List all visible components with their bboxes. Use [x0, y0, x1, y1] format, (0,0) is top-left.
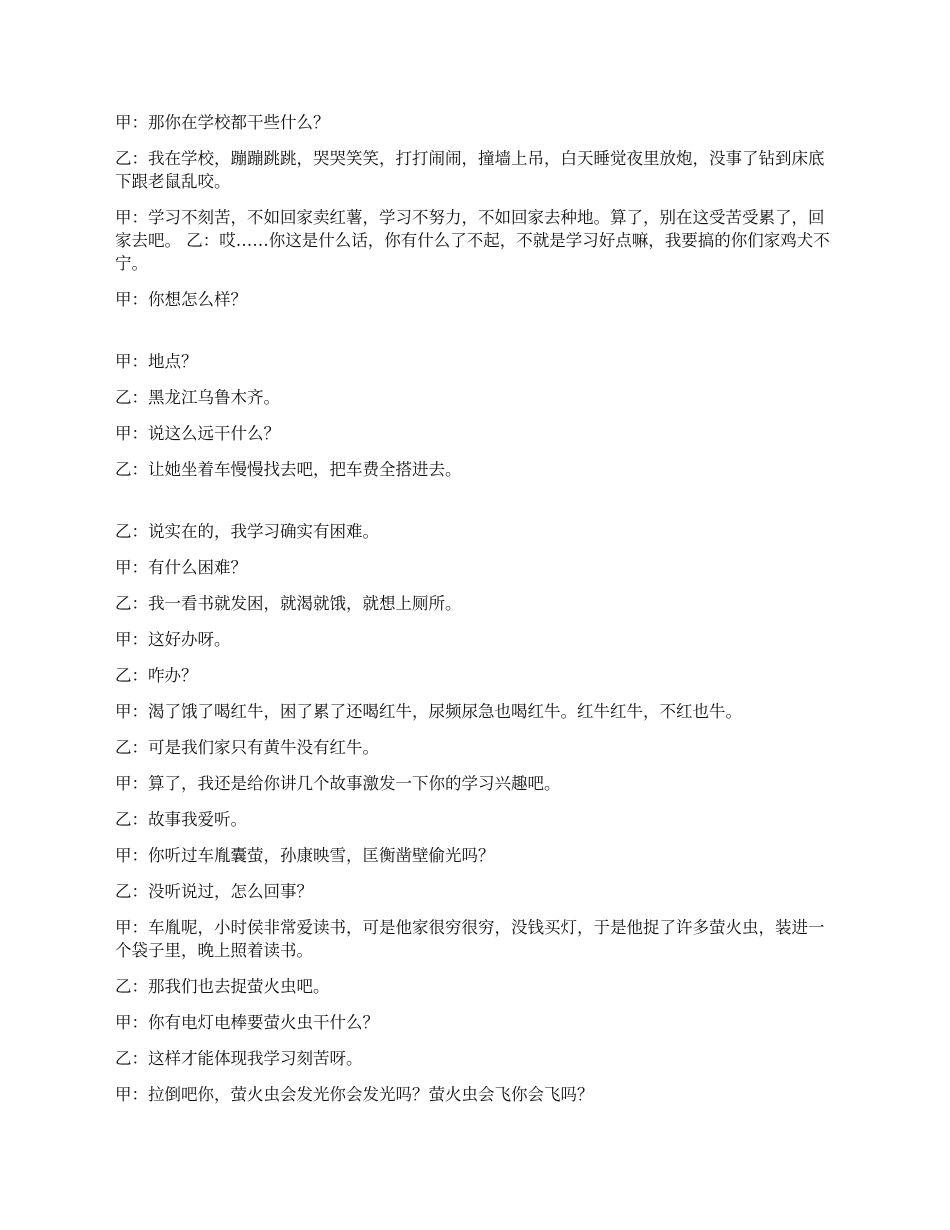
dialogue-line: 甲：你想怎么样？: [115, 290, 247, 309]
dialogue-line: 甲：说这么远干什么？: [115, 424, 280, 443]
dialogue-line: 甲：地点？: [115, 352, 198, 371]
blank-gap: [115, 494, 840, 520]
dialogue-line: 乙：说实在的，我学习确实有困难。: [115, 522, 379, 541]
dialogue-line: 甲：学习不刻苦，不如回家卖红薯，学习不努力，不如回家去种地。算了，别在这受苦受累了，回家去吧。 乙：哎……你这是什么话，你有什么了不起，不就是学习好点嘛，我要搞的你们家鸡犬不宁。: [115, 208, 830, 273]
dialogue-line: 乙：那我们也去捉萤火虫吧。: [115, 977, 330, 996]
dialogue-line: 乙：我在学校，蹦蹦跳跳，哭哭笑笑，打打闹闹，撞墙上吊，白天睡觉夜里放炮，没事了钻到床底下跟老鼠乱咬。: [115, 149, 825, 191]
dialogue-line: 乙：这样才能体现我学习刻苦呀。: [115, 1049, 363, 1068]
dialogue-line: 乙：可是我们家只有黄牛没有红牛。: [115, 738, 379, 757]
dialogue-line: 甲：你听过车胤囊萤，孙康映雪，匡衡凿壁偷光吗？: [115, 846, 495, 865]
dialogue-line: 甲：你有电灯电棒要萤火虫干什么？: [115, 1013, 379, 1032]
dialogue-line: 甲：车胤呢，小时侯非常爱读书，可是他家很穷很穷，没钱买灯，于是他捉了许多萤火虫，装进一个袋子里，晚上照着读书。: [115, 918, 825, 960]
blank-gap: [115, 324, 840, 350]
dialogue-line: 乙：我一看书就发困，就渴就饿，就想上厕所。: [115, 594, 462, 613]
dialogue-line: 乙：黑龙江乌鲁木齐。: [115, 388, 280, 407]
dialogue-line: 乙：咋办？: [115, 666, 198, 685]
dialogue-line: 乙：没听说过，怎么回事？: [115, 882, 313, 901]
dialogue-line: 甲：算了，我还是给你讲几个故事激发一下你的学习兴趣吧。: [115, 774, 561, 793]
dialogue-line: 甲：这好办呀。: [115, 630, 231, 649]
dialogue-line: 甲：有什么困难？: [115, 558, 247, 577]
dialogue-line: 乙：让她坐着车慢慢找去吧，把车费全搭进去。: [115, 460, 462, 479]
dialogue-line: 甲：渴了饿了喝红牛，困了累了还喝红牛，尿频尿急也喝红牛。红牛红牛，不红也牛。: [115, 702, 742, 721]
document-body: [115, 111, 840, 1119]
dialogue-line: 甲：那你在学校都干些什么？: [115, 113, 330, 132]
dialogue-line: 乙：故事我爱听。: [115, 810, 247, 829]
dialogue-line: 甲：拉倒吧你，萤火虫会发光你会发光吗？萤火虫会飞你会飞吗？: [115, 1085, 594, 1104]
